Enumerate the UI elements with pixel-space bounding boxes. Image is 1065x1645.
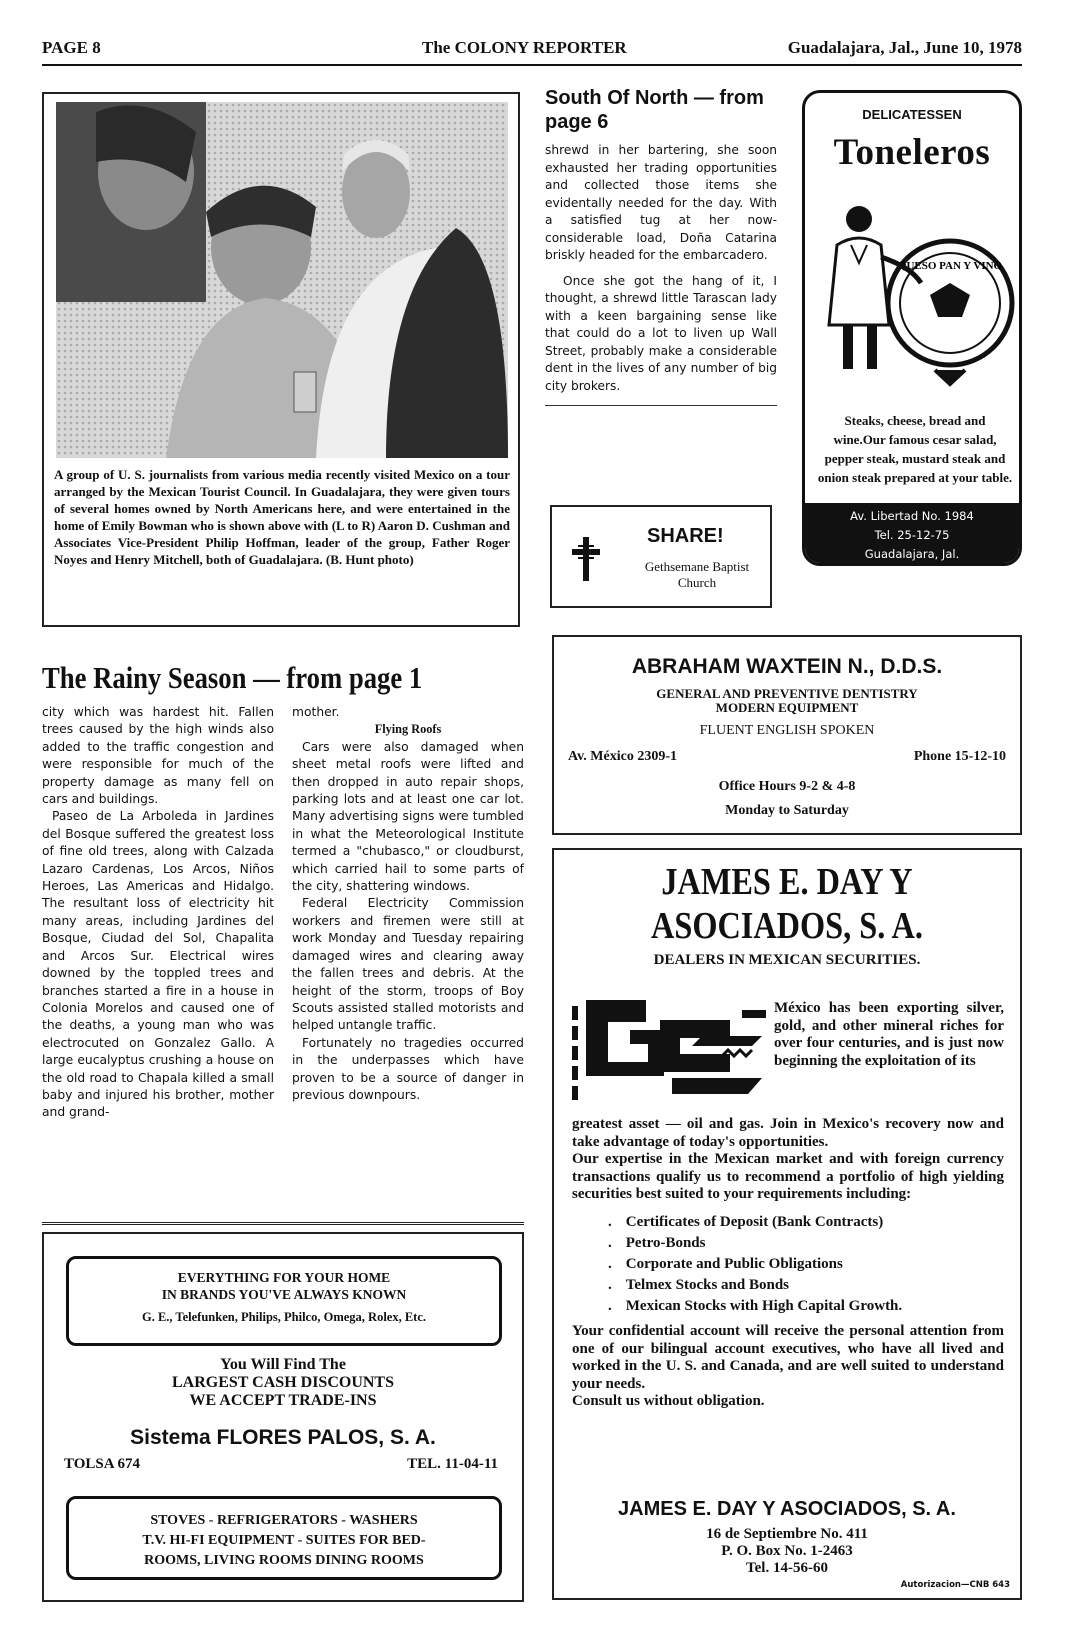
ad-line: You Will Find The bbox=[220, 1356, 346, 1373]
products-banner bbox=[66, 1496, 502, 1580]
article-paragraph: Paseo de La Arboleda in Jardines del Bosque suffered the greatest loss of fine old trees, along with Calzada Lazaro Cardenas, Los Arcos, Niños Heroes, Las Americas and Hidalgo. The resultant loss of electricity hit many areas, including Jardines del Bosque, Ciudad del Sol, Chapalita and Arcos Sur. Electrical wires downed by the toppled trees and branches started a fire in a house in Colonia Morelos and caused one of the deaths, a young man who was electrocuted on Gonzalez Gallo. A large eucalyptus crushing a house on the old road to Chapala killed a small baby and injured his brother, mother and grand- bbox=[42, 809, 274, 1120]
address-line: 16 de Septiembre No. 411 bbox=[706, 1526, 868, 1542]
toneleros-ad bbox=[802, 90, 1022, 566]
firm-name-line: JAMES E. DAY Y bbox=[661, 861, 913, 903]
flores-palos-ad bbox=[42, 1232, 524, 1602]
waxtein-dentist-ad bbox=[552, 635, 1022, 835]
article-column-2 bbox=[292, 704, 524, 1104]
banner-line: IN BRANDS YOU'VE ALWAYS KNOWN bbox=[161, 1287, 407, 1302]
restaurant-name: Toneleros bbox=[833, 132, 991, 173]
article-heading: South Of North — from page 6 bbox=[545, 87, 764, 133]
ad-paragraph: greatest asset — oil and gas. Join in Mexico's recovery now and take advantage of today's opportunities. bbox=[572, 1116, 1004, 1150]
list-item: . Telmex Stocks and Bonds bbox=[608, 1275, 1004, 1296]
discount-text bbox=[44, 1356, 522, 1410]
newspaper-name: The COLONY REPORTER bbox=[422, 38, 627, 57]
street-address: TOLSA 674 bbox=[64, 1456, 141, 1472]
subheading: Flying Roofs bbox=[374, 722, 442, 737]
po-box: P. O. Box No. 1-2463 bbox=[721, 1543, 853, 1559]
phone-line: Tel. 25-12-75 bbox=[874, 528, 950, 542]
share-title: SHARE! bbox=[647, 525, 724, 547]
banner-line: STOVES - REFRIGERATORS - WASHERS bbox=[150, 1513, 418, 1528]
specialty bbox=[554, 687, 1020, 715]
page-header bbox=[42, 36, 1022, 66]
ad-intro: México has been exporting silver, gold, and other mineral riches for over four centuries, and is just now beginning the exploitation of its bbox=[774, 1000, 1004, 1069]
company-name: Sistema FLORES PALOS, S. A. bbox=[130, 1426, 436, 1449]
article-paragraph: Cars were also damaged when sheet metal roofs were lifted and then dropped in auto repair shops, parking lots and at least one car lot. Many advertising signs were tumbled in what the Meteorological Institute termed a "chubasco," or cloudburst, which carried hail to some parts of the city, shattering windows. bbox=[292, 739, 524, 894]
article-paragraph: city which was hardest hit. Fallen trees caused by the high winds also added to the traffic congestion and were responsible for much of the property damage as many fell on cars and buildings. bbox=[42, 705, 274, 807]
list-item: . Mexican Stocks with High Capital Growth. bbox=[608, 1296, 1004, 1317]
ad-paragraph: Your confidential account will receive the personal attention from one of our bilingual account executives, who have all lived and worked in the U. S. and Canada, and are well suited to understand your needs. bbox=[572, 1322, 1004, 1392]
firm-name bbox=[589, 860, 985, 948]
aztec-logo bbox=[572, 990, 782, 1110]
brands-banner bbox=[66, 1256, 502, 1346]
barrel-man-illustration bbox=[815, 185, 1015, 407]
restaurant-address bbox=[805, 503, 1019, 566]
ad-line: LARGEST CASH DISCOUNTS bbox=[172, 1374, 394, 1391]
page-number: PAGE 8 bbox=[42, 38, 101, 57]
journalists-photo bbox=[56, 102, 508, 458]
menu-description: Steaks, cheese, bread and wine.Our famous cesar salad, pepper steak, mustard steak and onion steak prepared at your table. bbox=[817, 413, 1013, 485]
dateline: Guadalajara, Jal., June 10, 1978 bbox=[787, 38, 1022, 57]
share-church-ad bbox=[550, 505, 772, 608]
article-column-1 bbox=[42, 704, 274, 1122]
firm-name-line: ASOCIADOS, S. A. bbox=[651, 905, 923, 947]
list-item: . Petro-Bonds bbox=[608, 1233, 1004, 1254]
office-address: Av. México 2309-1 bbox=[568, 749, 677, 764]
list-item: . Certificates of Deposit (Bank Contracts) bbox=[608, 1212, 1004, 1233]
rainy-season-article bbox=[42, 704, 524, 1214]
firm-name-footer: JAMES E. DAY Y ASOCIADOS, S. A. bbox=[618, 1498, 956, 1520]
divider bbox=[545, 405, 777, 406]
ad-paragraph: Our expertise in the Mexican market and with foreign currency transactions qualify us to recommend a portfolio of high yielding securities best suited to your requirements including: bbox=[572, 1151, 1004, 1203]
ad-line: WE ACCEPT TRADE-INS bbox=[189, 1392, 377, 1409]
ad-body bbox=[572, 1116, 1004, 1411]
phone-line: Tel. 14-56-60 bbox=[746, 1560, 828, 1576]
address-line: Av. Libertad No. 1984 bbox=[850, 509, 974, 523]
office-hours bbox=[554, 775, 1020, 823]
barrel-text: QUESO PAN Y VINO bbox=[897, 260, 1003, 272]
article-paragraph: mother. bbox=[292, 705, 340, 719]
ad-paragraph: Consult us without obligation. bbox=[572, 1393, 765, 1410]
language-note: FLUENT ENGLISH SPOKEN bbox=[699, 723, 875, 738]
ad-category: DELICATESSEN bbox=[862, 107, 962, 122]
banner-line: EVERYTHING FOR YOUR HOME bbox=[177, 1270, 391, 1285]
article-paragraph: Fortunately no tragedies occurred in the underpasses which have proven to be a source of danger in previous downpours. bbox=[292, 1035, 524, 1102]
authorization-note: Autorizacion—CNB 643 bbox=[900, 1580, 1010, 1590]
article-paragraph: shrewd in her bartering, she soon exhausted her trading opportunities and collected those items she evidentally needed for the day. With a satisfied tug at her now-considerable load, Doña Catarina briskly headed for the embarcadero. bbox=[545, 143, 777, 262]
days-line: Monday to Saturday bbox=[725, 803, 849, 818]
firm-tagline: DEALERS IN MEXICAN SECURITIES. bbox=[653, 952, 921, 968]
banner-line: ROOMS, LIVING ROOMS DINING ROOMS bbox=[144, 1553, 424, 1568]
specialty-line: GENERAL AND PREVENTIVE DENTISTRY bbox=[656, 686, 918, 701]
photo-caption: A group of U. S. journalists from various media recently visited Mexico on a tour arranged by the Mexican Tourist Council. In Guadalajara, they were given tours of several homes owned by North Americans here, and were entertained in the home of Emily Bowman who is shown above with (L to R) Aaron D. Cushman and Associates Vice-President Philip Hoffman, leader of the group, Father Roger Noyes and Henry Mitchell, both of Guadalajara. (B. Hunt photo) bbox=[54, 467, 510, 567]
article-paragraph: Once she got the hang of it, I thought, a shrewd little Tarascan lady with a keen bargaining sense like that could do a lot to liven up Wall Street, probably make a considerable dent in the lives of any number of big city brokers. bbox=[545, 273, 777, 393]
phone-number: TEL. 11-04-11 bbox=[407, 1456, 498, 1472]
brand-list: G. E., Telefunken, Philips, Philco, Omega, Rolex, Etc. bbox=[141, 1310, 427, 1324]
james-day-ad bbox=[552, 848, 1022, 1600]
office-phone: Phone 15-12-10 bbox=[913, 749, 1006, 764]
cross-icon bbox=[568, 535, 604, 583]
rainy-season-heading: The Rainy Season — from page 1 bbox=[42, 660, 423, 695]
dentist-name: ABRAHAM WAXTEIN N., D.D.S. bbox=[631, 655, 943, 678]
securities-list bbox=[608, 1212, 1004, 1317]
hours-line: Office Hours 9-2 & 4-8 bbox=[718, 779, 856, 794]
specialty-line: MODERN EQUIPMENT bbox=[715, 700, 859, 715]
article-paragraph: Federal Electricity Commission workers and firemen were still at work Monday and Tuesday repairing damaged wires and clearing away the fallen trees and debris. At the height of the storm, troops of Boy Scouts assisted stalled motorists and helped untangle traffic. bbox=[292, 896, 524, 1033]
south-of-north-article bbox=[545, 86, 777, 406]
list-item: . Corporate and Public Obligations bbox=[608, 1254, 1004, 1275]
photo-story bbox=[42, 92, 520, 627]
banner-line: T.V. HI-FI EQUIPMENT - SUITES FOR BED- bbox=[142, 1533, 426, 1548]
church-name: Gethsemane Baptist Church bbox=[644, 559, 750, 590]
divider bbox=[42, 1222, 524, 1225]
city-line: Guadalajara, Jal. bbox=[864, 547, 960, 561]
firm-address bbox=[554, 1526, 1020, 1577]
